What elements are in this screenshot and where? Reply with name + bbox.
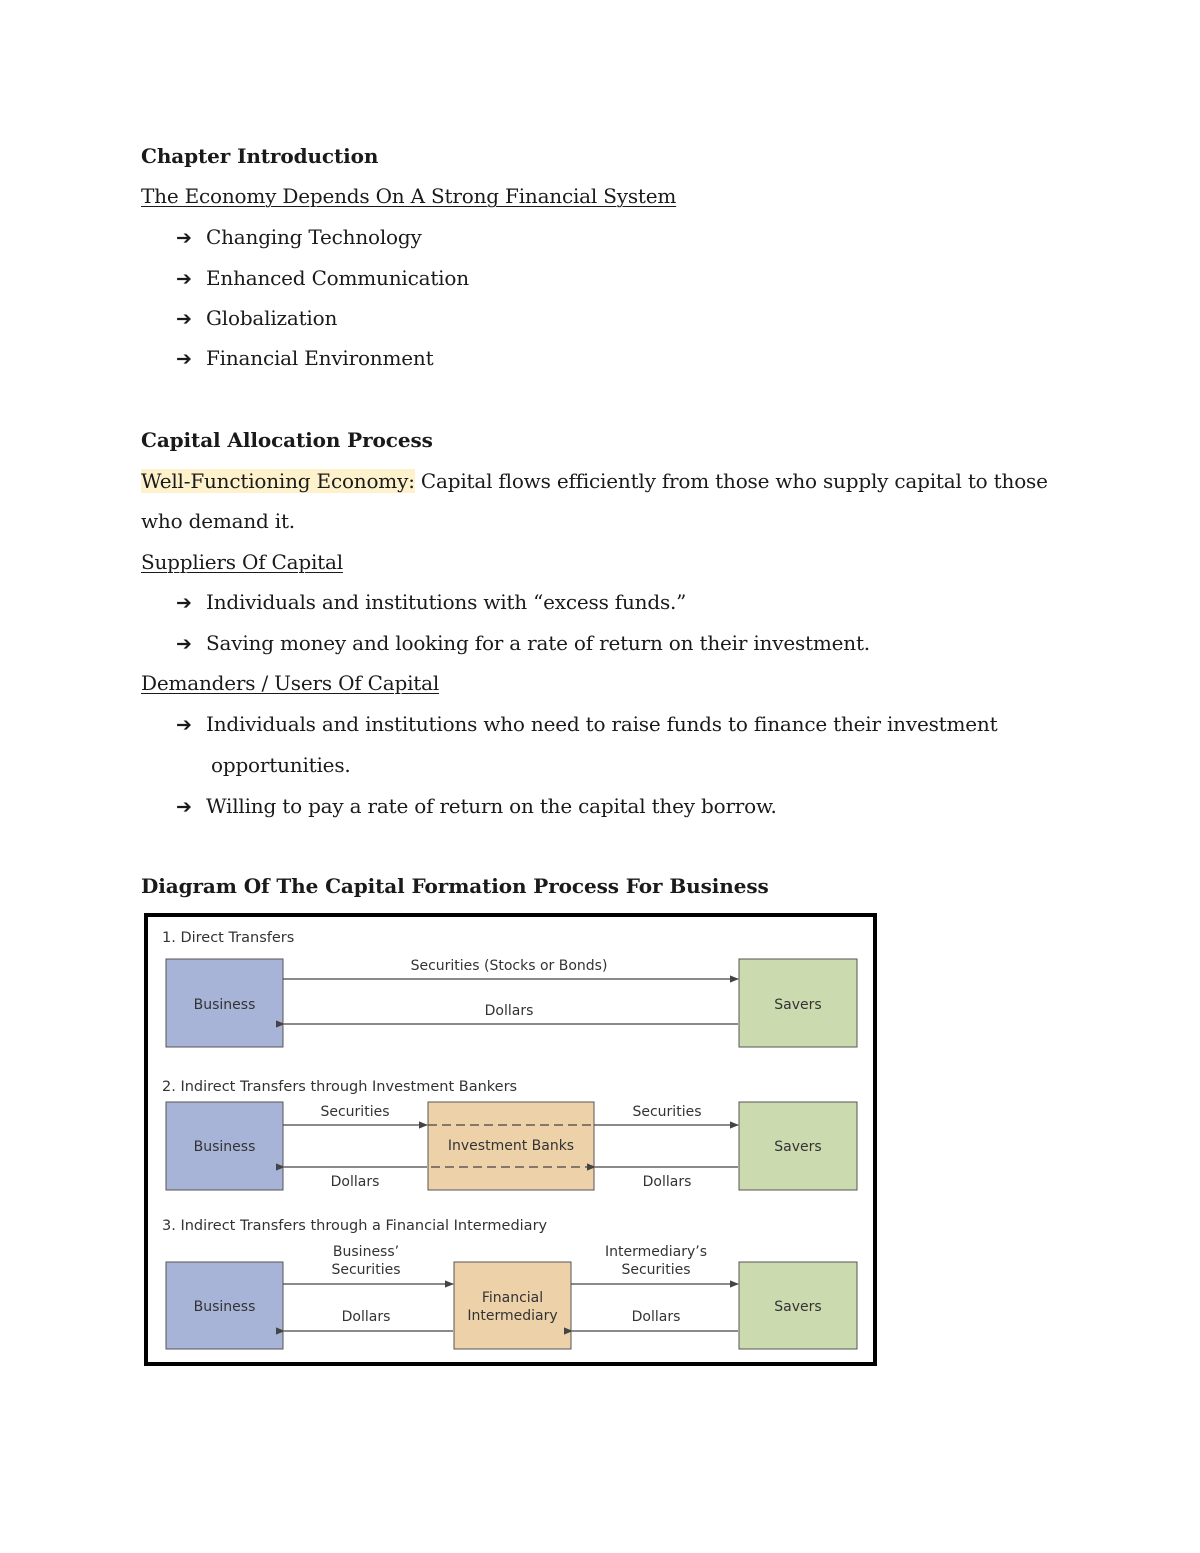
securities-label: Securities	[632, 1104, 702, 1120]
definition-paragraph-continuation: who demand it.	[141, 509, 295, 533]
arrow-icon: ➔	[176, 714, 192, 736]
savers-label: Savers	[774, 1299, 822, 1315]
economy-subheading: The Economy Depends On A Strong Financial System	[141, 184, 677, 208]
savers-label: Savers	[774, 997, 822, 1013]
intermediary-securities-label: Intermediary’s	[604, 1244, 708, 1260]
list-item: ➔ Enhanced Communication	[176, 266, 469, 290]
list-item: ➔ Changing Technology	[176, 225, 422, 249]
panel3-title: 3. Indirect Transfers through a Financial Intermediary	[162, 1218, 548, 1234]
arrow-icon: ➔	[176, 308, 192, 330]
arrow-icon: ➔	[176, 268, 192, 290]
arrow-icon: ➔	[176, 633, 192, 655]
panel2-title: 2. Indirect Transfers through Investment Bankers	[162, 1079, 518, 1095]
list-item: ➔ Saving money and looking for a rate of return on their investment.	[176, 631, 870, 655]
securities-label: Securities	[320, 1104, 390, 1120]
business-label: Business	[193, 1299, 256, 1315]
financial-intermediary-label: Intermediary	[467, 1308, 558, 1324]
investment-banks-label: Investment Banks	[447, 1138, 575, 1154]
business-securities-label: Business’	[332, 1244, 400, 1260]
dollars-label: Dollars	[341, 1309, 391, 1325]
list-item: ➔ Individuals and institutions with “excess funds.”	[176, 590, 687, 614]
business-securities-label: Securities	[331, 1262, 401, 1278]
diagram-svg	[144, 913, 877, 1366]
arrow-icon: ➔	[176, 592, 192, 614]
dollars-label: Dollars	[642, 1174, 692, 1190]
list-item: ➔ Willing to pay a rate of return on the capital they borrow.	[176, 794, 777, 818]
list-item: ➔ Individuals and institutions who need to raise funds to finance their investment	[176, 712, 998, 736]
diagram-heading: Diagram Of The Capital Formation Process For Business	[141, 874, 769, 898]
demanders-subheading: Demanders / Users Of Capital	[141, 671, 440, 695]
chapter-introduction-heading: Chapter Introduction	[141, 144, 379, 168]
financial-intermediary-label: Financial	[481, 1290, 544, 1306]
highlighted-term: Well-Functioning Economy:	[141, 469, 415, 493]
intermediary-securities-label: Securities	[621, 1262, 691, 1278]
arrow-icon: ➔	[176, 348, 192, 370]
dollars-label: Dollars	[631, 1309, 681, 1325]
business-label: Business	[193, 997, 256, 1013]
securities-label: Securities (Stocks or Bonds)	[410, 958, 608, 974]
business-label: Business	[193, 1139, 256, 1155]
dollars-label: Dollars	[484, 1003, 534, 1019]
panel1-title: 1. Direct Transfers	[162, 930, 295, 946]
list-item: ➔ Financial Environment	[176, 346, 434, 370]
definition-paragraph: Well-Functioning Economy: Capital flows efficiently from those who supply capital to those	[141, 469, 1048, 493]
list-item: ➔ Globalization	[176, 306, 338, 330]
suppliers-subheading: Suppliers Of Capital	[141, 550, 343, 574]
dollars-label: Dollars	[330, 1174, 380, 1190]
arrow-icon: ➔	[176, 796, 192, 818]
capital-allocation-heading: Capital Allocation Process	[141, 428, 433, 452]
savers-label: Savers	[774, 1139, 822, 1155]
list-item-continuation: opportunities.	[211, 753, 351, 777]
capital-formation-diagram	[144, 913, 877, 1366]
arrow-icon: ➔	[176, 227, 192, 249]
